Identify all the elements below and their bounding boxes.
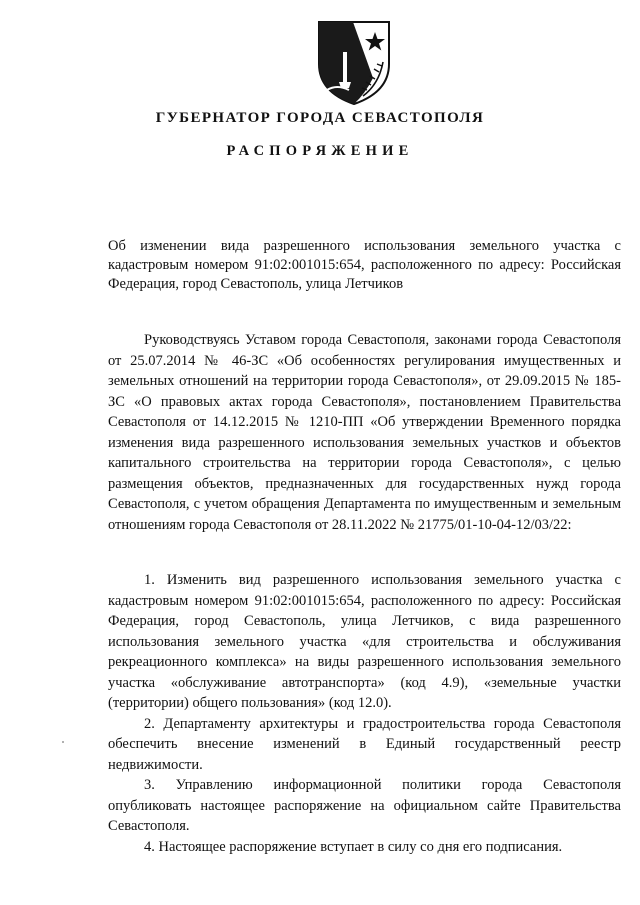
preamble-paragraph: Руководствуясь Уставом города Севастополя, законами города Севастополя от 25.07.2014 № 46-ЗС «Об особенностях регулирования имущественных и земельных отношений на территории города Севастополя», от 29.09.2015 № 185-ЗС «О правовых актах города Севастополя», постановлением Правительства Севастополя от 14.12.2015 № 1210-ПП «Об утверждении Временного порядка изменения вида разрешенного использования земельных участков и объектов капитального строительства на территории города Севастополя», с целью размещения объектов, предназначенных для государственных нужд города Севастополя, с учетом обращения Департамента по имущественным и земельным отношениям города Севастополя от 28.11.2022 № 21775/01-10-04-12/03/22: bbox=[108, 332, 621, 533]
resolution-item-2: 2. Департаменту архитектуры и градостроительства города Севастополя обеспечить внесение изменений в Единый государственный реестр недвижимости. bbox=[108, 715, 621, 773]
resolution-item-1: 1. Изменить вид разрешенного использования земельного участка с кадастровым номером 91:02:001015:654, расположенного по адресу: Российская Федерация, город Севастополь, улица Летчиков, с вида разрешенного использования земельного участка «для строительства и обслуживания рекреационного комплекса» на виды разрешенного использования земельного участка «обслуживание автотранспорта» (код 4.9), «земельные участки (территории) общего пользования» (код 12.0). bbox=[108, 572, 621, 711]
resolution-item-4: 4. Настоящее распоряжение вступает в силу со дня его подписания. bbox=[144, 838, 563, 855]
sevastopol-coat-of-arms-emblem bbox=[313, 18, 395, 108]
resolution-item-3: 3. Управлению информационной политики города Севастополя опубликовать настоящее распоряжение на официальном сайте Правительства Севастополя. bbox=[108, 777, 621, 834]
document-type: РАСПОРЯЖЕНИЕ bbox=[226, 143, 414, 159]
scan-dot bbox=[62, 741, 64, 743]
document-subject: Об изменении вида разрешенного использования земельного участка с кадастровым номером 91:02:001015:654, расположенного по адресу: Российская Федерация, город Севастополь, улица Летчиков bbox=[108, 238, 621, 292]
preamble-section bbox=[108, 330, 621, 535]
governor-title: ГУБЕРНАТОР ГОРОДА СЕВАСТОПОЛЯ bbox=[155, 110, 485, 126]
resolution-items bbox=[108, 570, 621, 857]
